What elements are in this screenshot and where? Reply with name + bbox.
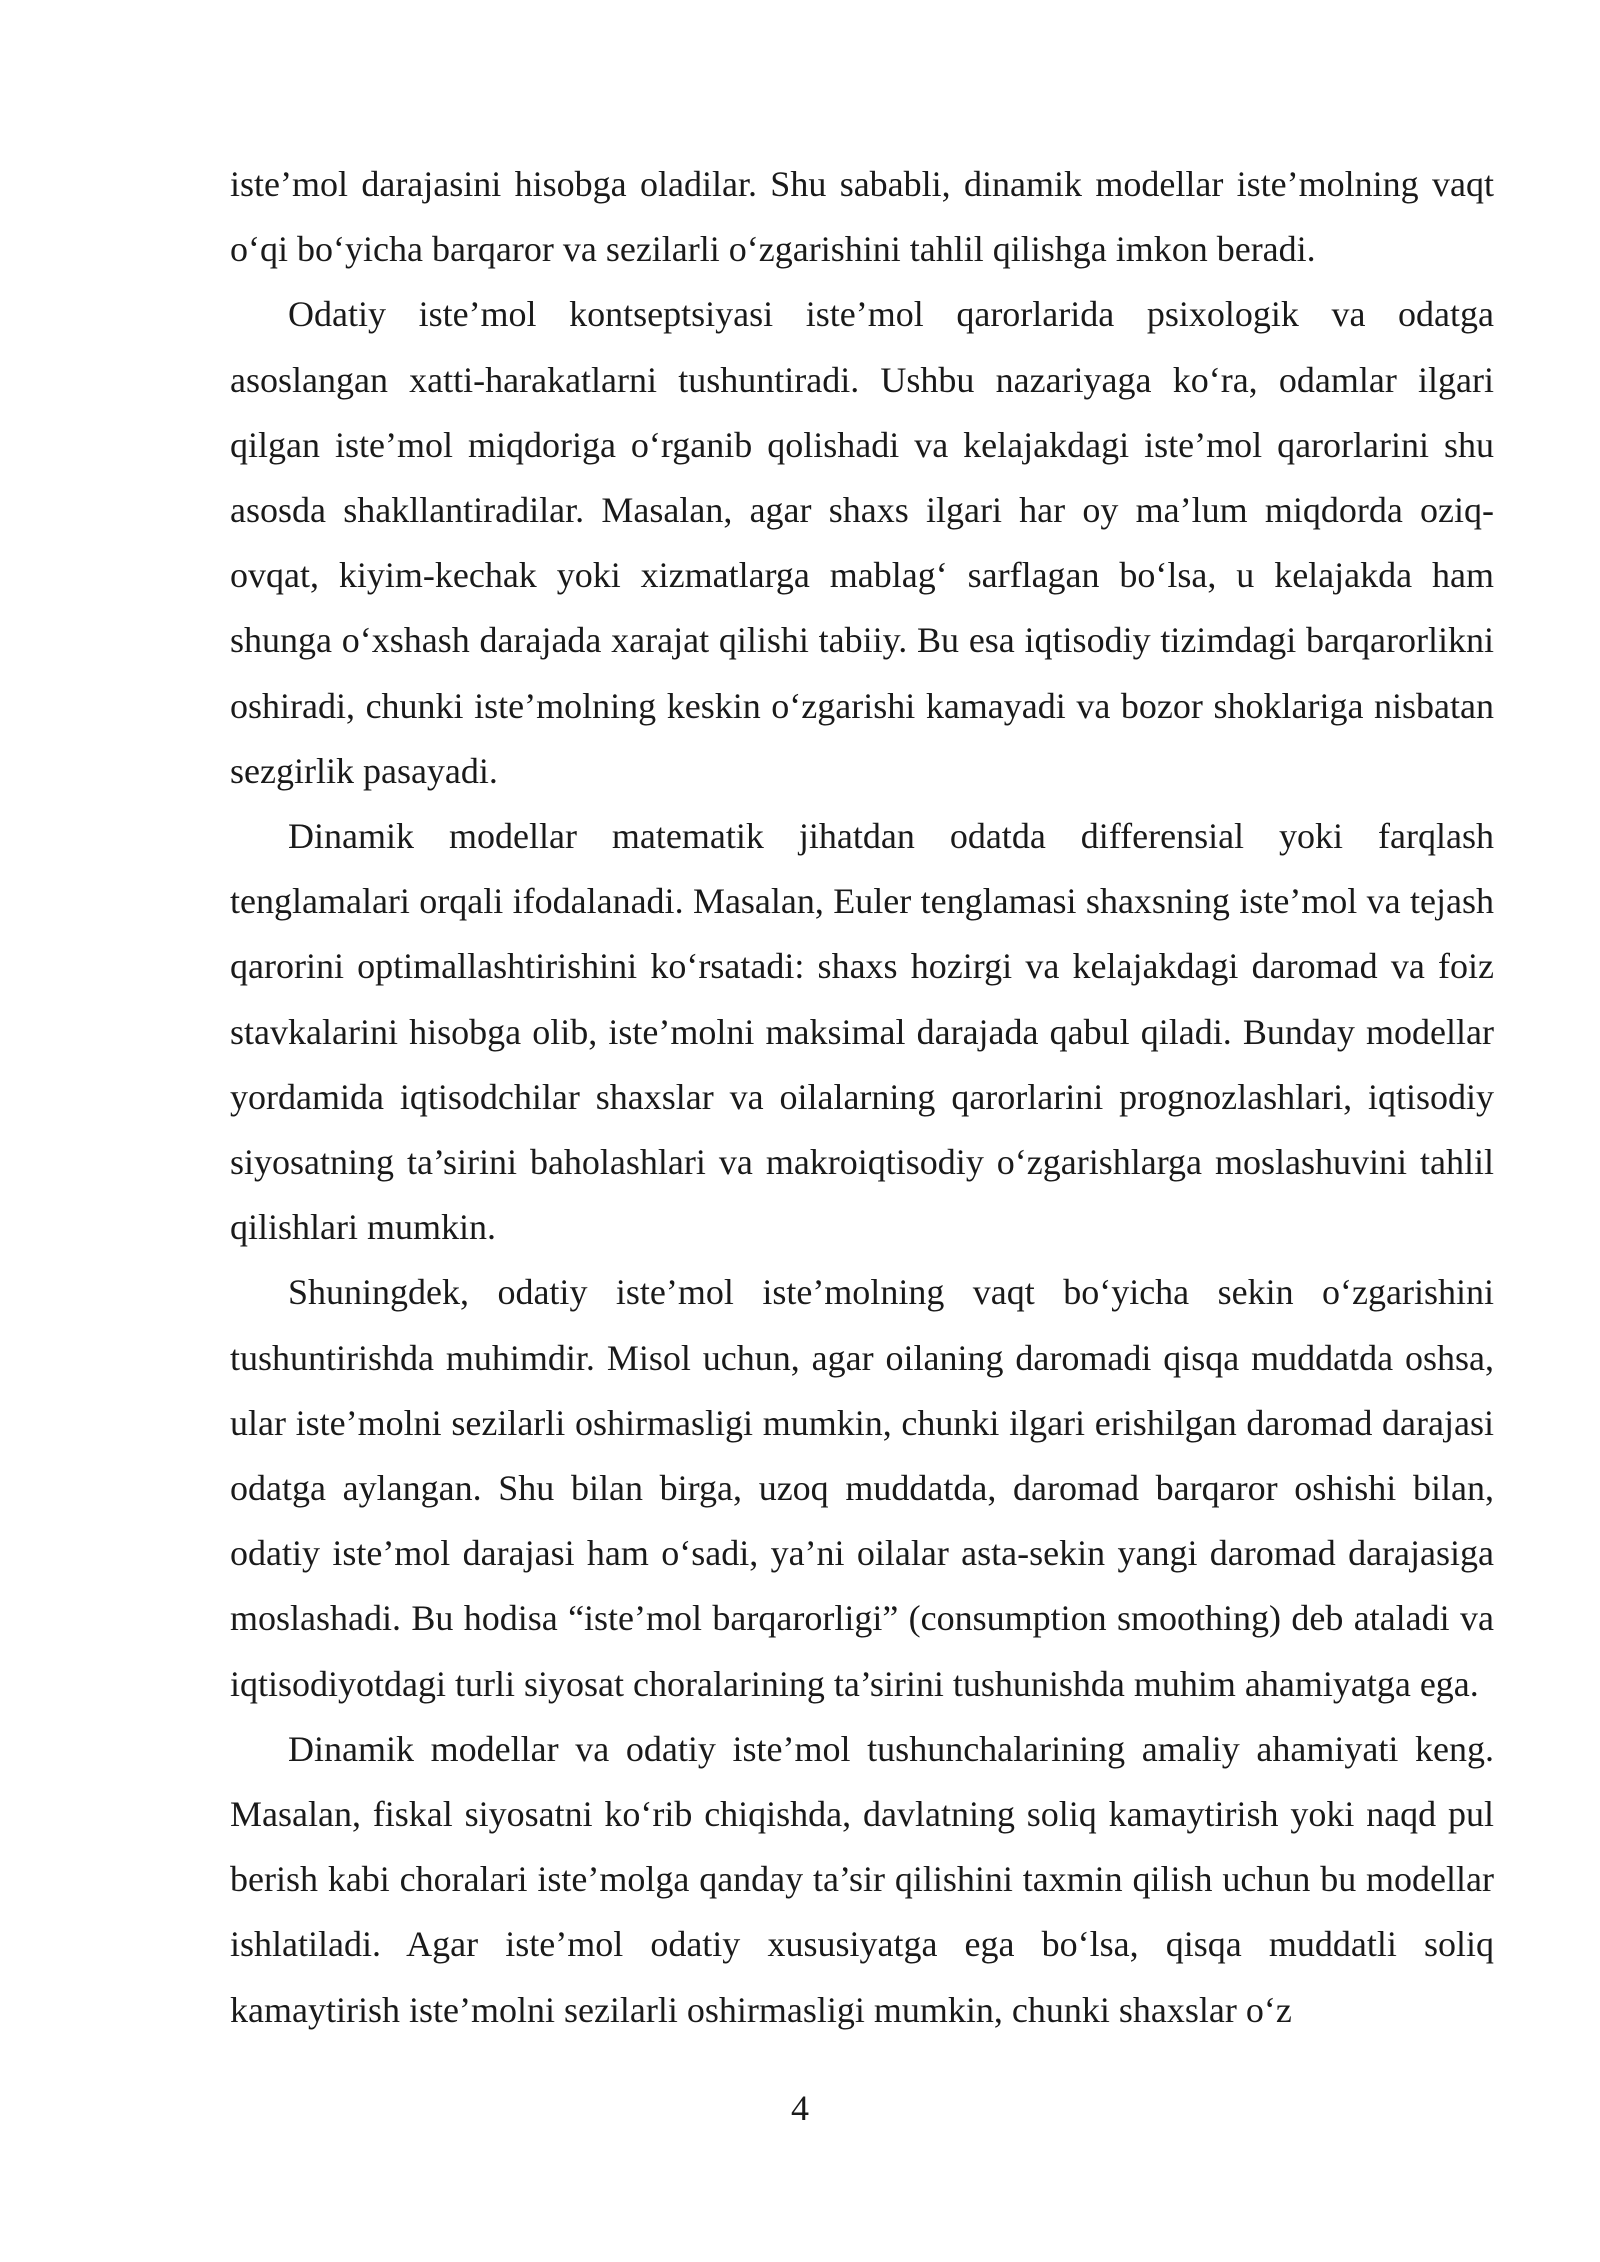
paragraph-practical-significance: Dinamik modellar va odatiy iste’mol tushunchalarining amaliy ahamiyati keng. Masalan, fiskal siyosatni ko‘rib chiqishda, davlatning soliq kamaytirish yoki naqd pul berish kabi choralari iste’molga qanday ta’sir qilishini taxmin qilish uchun bu modellar ishlatiladi. Agar iste’mol odatiy xususiyatga ega bo‘lsa, qisqa muddatli soliq kamaytirish iste’molni sezilarli oshirmasligi mumkin, chunki shaxslar o‘z: [230, 1728, 1494, 2030]
paragraph-consumption-smoothing: Shuningdek, odatiy iste’mol iste’molning vaqt bo‘yicha sekin o‘zgarishini tushuntirishda muhimdir. Misol uchun, agar oilaning daromadi qisqa muddatda oshsa, ular iste’molni sezilarli oshirmasligi mumkin, chunki ilgari erishilgan daromad darajasi odatga aylangan. Shu bilan birga, uzoq muddatda, daromad barqaror oshishi bilan, odatiy iste’mol darajasi ham o‘sadi, ya’ni oilalar asta-sekin yangi daromad darajasiga moslashadi. Bu hodisa “iste’mol barqarorligi” (consumption smoothing) deb ataladi va iqtisodiyotdagi turli siyosat choralarining ta’sirini tushunishda muhim ahamiyatga ega.: [230, 1272, 1494, 1704]
page-number: 4: [791, 2088, 809, 2128]
body-text: [230, 152, 1494, 2043]
paragraph-continued: iste’mol darajasini hisobga oladilar. Shu sababli, dinamik modellar iste’molning vaqt o‘qi bo‘yicha barqaror va sezilarli o‘zgarishini tahlil qilishga imkon beradi.: [230, 164, 1494, 270]
paragraph-habitual-consumption: Odatiy iste’mol kontseptsiyasi iste’mol qarorlarida psixologik va odatga asoslangan xatti-harakatlarni tushuntiradi. Ushbu nazariyaga ko‘ra, odamlar ilgari qilgan iste’mol miqdoriga o‘rganib qolishadi va kelajakdagi iste’mol qarorlarini shu asosda shakllantiradilar. Masalan, agar shaxs ilgari har oy ma’lum miqdorda oziq-ovqat, kiyim-kechak yoki xizmatlarga mablag‘ sarflagan bo‘lsa, u kelajakda ham shunga o‘xshash darajada xarajat qilishi tabiiy. Bu esa iqtisodiy tizimdagi barqarorlikni oshiradi, chunki iste’molning keskin o‘zgarishi kamayadi va bozor shoklariga nisbatan sezgirlik pasayadi.: [230, 294, 1494, 791]
paragraph-dynamic-models-math: Dinamik modellar matematik jihatdan odatda differensial yoki farqlash tenglamalari orqali ifodalanadi. Masalan, Euler tenglamasi shaxsning iste’mol va tejash qarorini optimallashtirishini ko‘rsatadi: shaxs hozirgi va kelajakdagi daromad va foiz stavkalarini hisobga olib, iste’molni maksimal darajada qabul qiladi. Bunday modellar yordamida iqtisodchilar shaxslar va oilalarning qarorlarini prognozlashlari, iqtisodiy siyosatning ta’sirini baholashlari va makroiqtisodiy o‘zgarishlarga moslashuvini tahlil qilishlari mumkin.: [230, 816, 1494, 1248]
